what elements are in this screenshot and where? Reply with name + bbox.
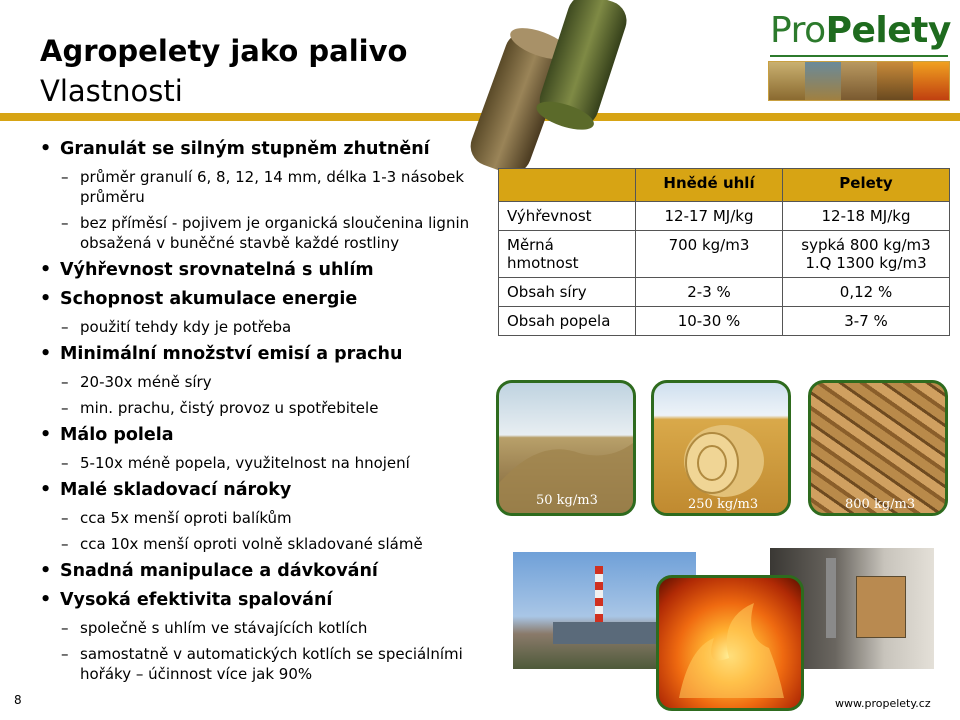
logo-image-strip bbox=[768, 61, 950, 101]
bullet-item: • Snadná manipulace a dávkování bbox=[40, 560, 485, 582]
sub-bullet-item: – samostatně v automatických kotlích se speciálními hořáky – účinnost více jak 90% bbox=[40, 644, 485, 684]
table-cell: Obsah síry bbox=[499, 278, 636, 307]
page-number: 8 bbox=[14, 693, 22, 707]
table-cell: 12-18 MJ/kg bbox=[783, 202, 950, 231]
page-title: Agropelety jako palivo bbox=[40, 34, 408, 68]
table-header-cell: Pelety bbox=[783, 169, 950, 202]
bullet-item: • Granulát se silným stupněm zhutnění bbox=[40, 138, 485, 160]
sub-bullet-item: – použití tehdy kdy je potřeba bbox=[40, 317, 485, 337]
sub-bullet-item: – společně s uhlím ve stávajících kotlích bbox=[40, 618, 485, 638]
sub-bullet-item: – bez příměsí - pojivem je organická sloučenina lignin obsažená v buněčné stavbě každé rostliny bbox=[40, 213, 485, 253]
bullet-item: • Výhřevnost srovnatelná s uhlím bbox=[40, 259, 485, 281]
bullet-item: • Schopnost akumulace energie bbox=[40, 288, 485, 310]
table-cell: 10-30 % bbox=[636, 307, 783, 336]
table-cell: 12-17 MJ/kg bbox=[636, 202, 783, 231]
page-subtitle: Vlastnosti bbox=[40, 74, 183, 108]
table-row bbox=[499, 231, 950, 278]
density-caption: 50 kg/m3 bbox=[536, 493, 598, 508]
sub-bullet-item: – cca 5x menší oproti balíkům bbox=[40, 508, 485, 528]
table-cell: Výhřevnost bbox=[499, 202, 636, 231]
table-header-cell bbox=[499, 169, 636, 202]
table-cell: 3-7 % bbox=[783, 307, 950, 336]
table-cell: sypká 800 kg/m3 1.Q 1300 kg/m3 bbox=[783, 231, 950, 278]
table-header-row bbox=[499, 169, 950, 202]
table-header-cell: Hnědé uhlí bbox=[636, 169, 783, 202]
density-caption: 250 kg/m3 bbox=[688, 497, 759, 512]
bullet-item: • Vysoká efektivita spalování bbox=[40, 589, 485, 611]
bullet-item: • Malé skladovací nároky bbox=[40, 479, 485, 501]
sub-bullet-item: – průměr granulí 6, 8, 12, 14 mm, délka 1-3 násobek průměru bbox=[40, 167, 485, 207]
table-row bbox=[499, 278, 950, 307]
footer-url: www.propelety.cz bbox=[835, 697, 931, 710]
sub-bullet-item: – 20-30x méně síry bbox=[40, 372, 485, 392]
table-row bbox=[499, 307, 950, 336]
table-cell: 2-3 % bbox=[636, 278, 783, 307]
hay-bale-photo bbox=[651, 380, 791, 516]
properties-table bbox=[498, 168, 950, 336]
table-cell: Obsah popela bbox=[499, 307, 636, 336]
fire-photo bbox=[656, 575, 804, 711]
bullet-item: • Minimální množství emisí a prachu bbox=[40, 343, 485, 365]
sub-bullet-item: – 5-10x méně popela, využitelnost na hnojení bbox=[40, 453, 485, 473]
sub-bullet-item: – min. prachu, čistý provoz u spotřebitele bbox=[40, 398, 485, 418]
bullet-list bbox=[40, 138, 485, 690]
density-caption: 800 kg/m3 bbox=[845, 497, 916, 512]
pellet-closeup-image bbox=[470, 0, 640, 190]
pellets-photo bbox=[808, 380, 948, 516]
sub-bullet-item: – cca 10x menší oproti volně skladované slámě bbox=[40, 534, 485, 554]
propelety-logo: ProPelety bbox=[770, 10, 951, 51]
table-cell: 0,12 % bbox=[783, 278, 950, 307]
table-cell: 700 kg/m3 bbox=[636, 231, 783, 278]
table-cell: Měrná hmotnost bbox=[499, 231, 636, 278]
table-row bbox=[499, 202, 950, 231]
bullet-item: • Málo polela bbox=[40, 424, 485, 446]
logo-underline bbox=[770, 55, 948, 57]
